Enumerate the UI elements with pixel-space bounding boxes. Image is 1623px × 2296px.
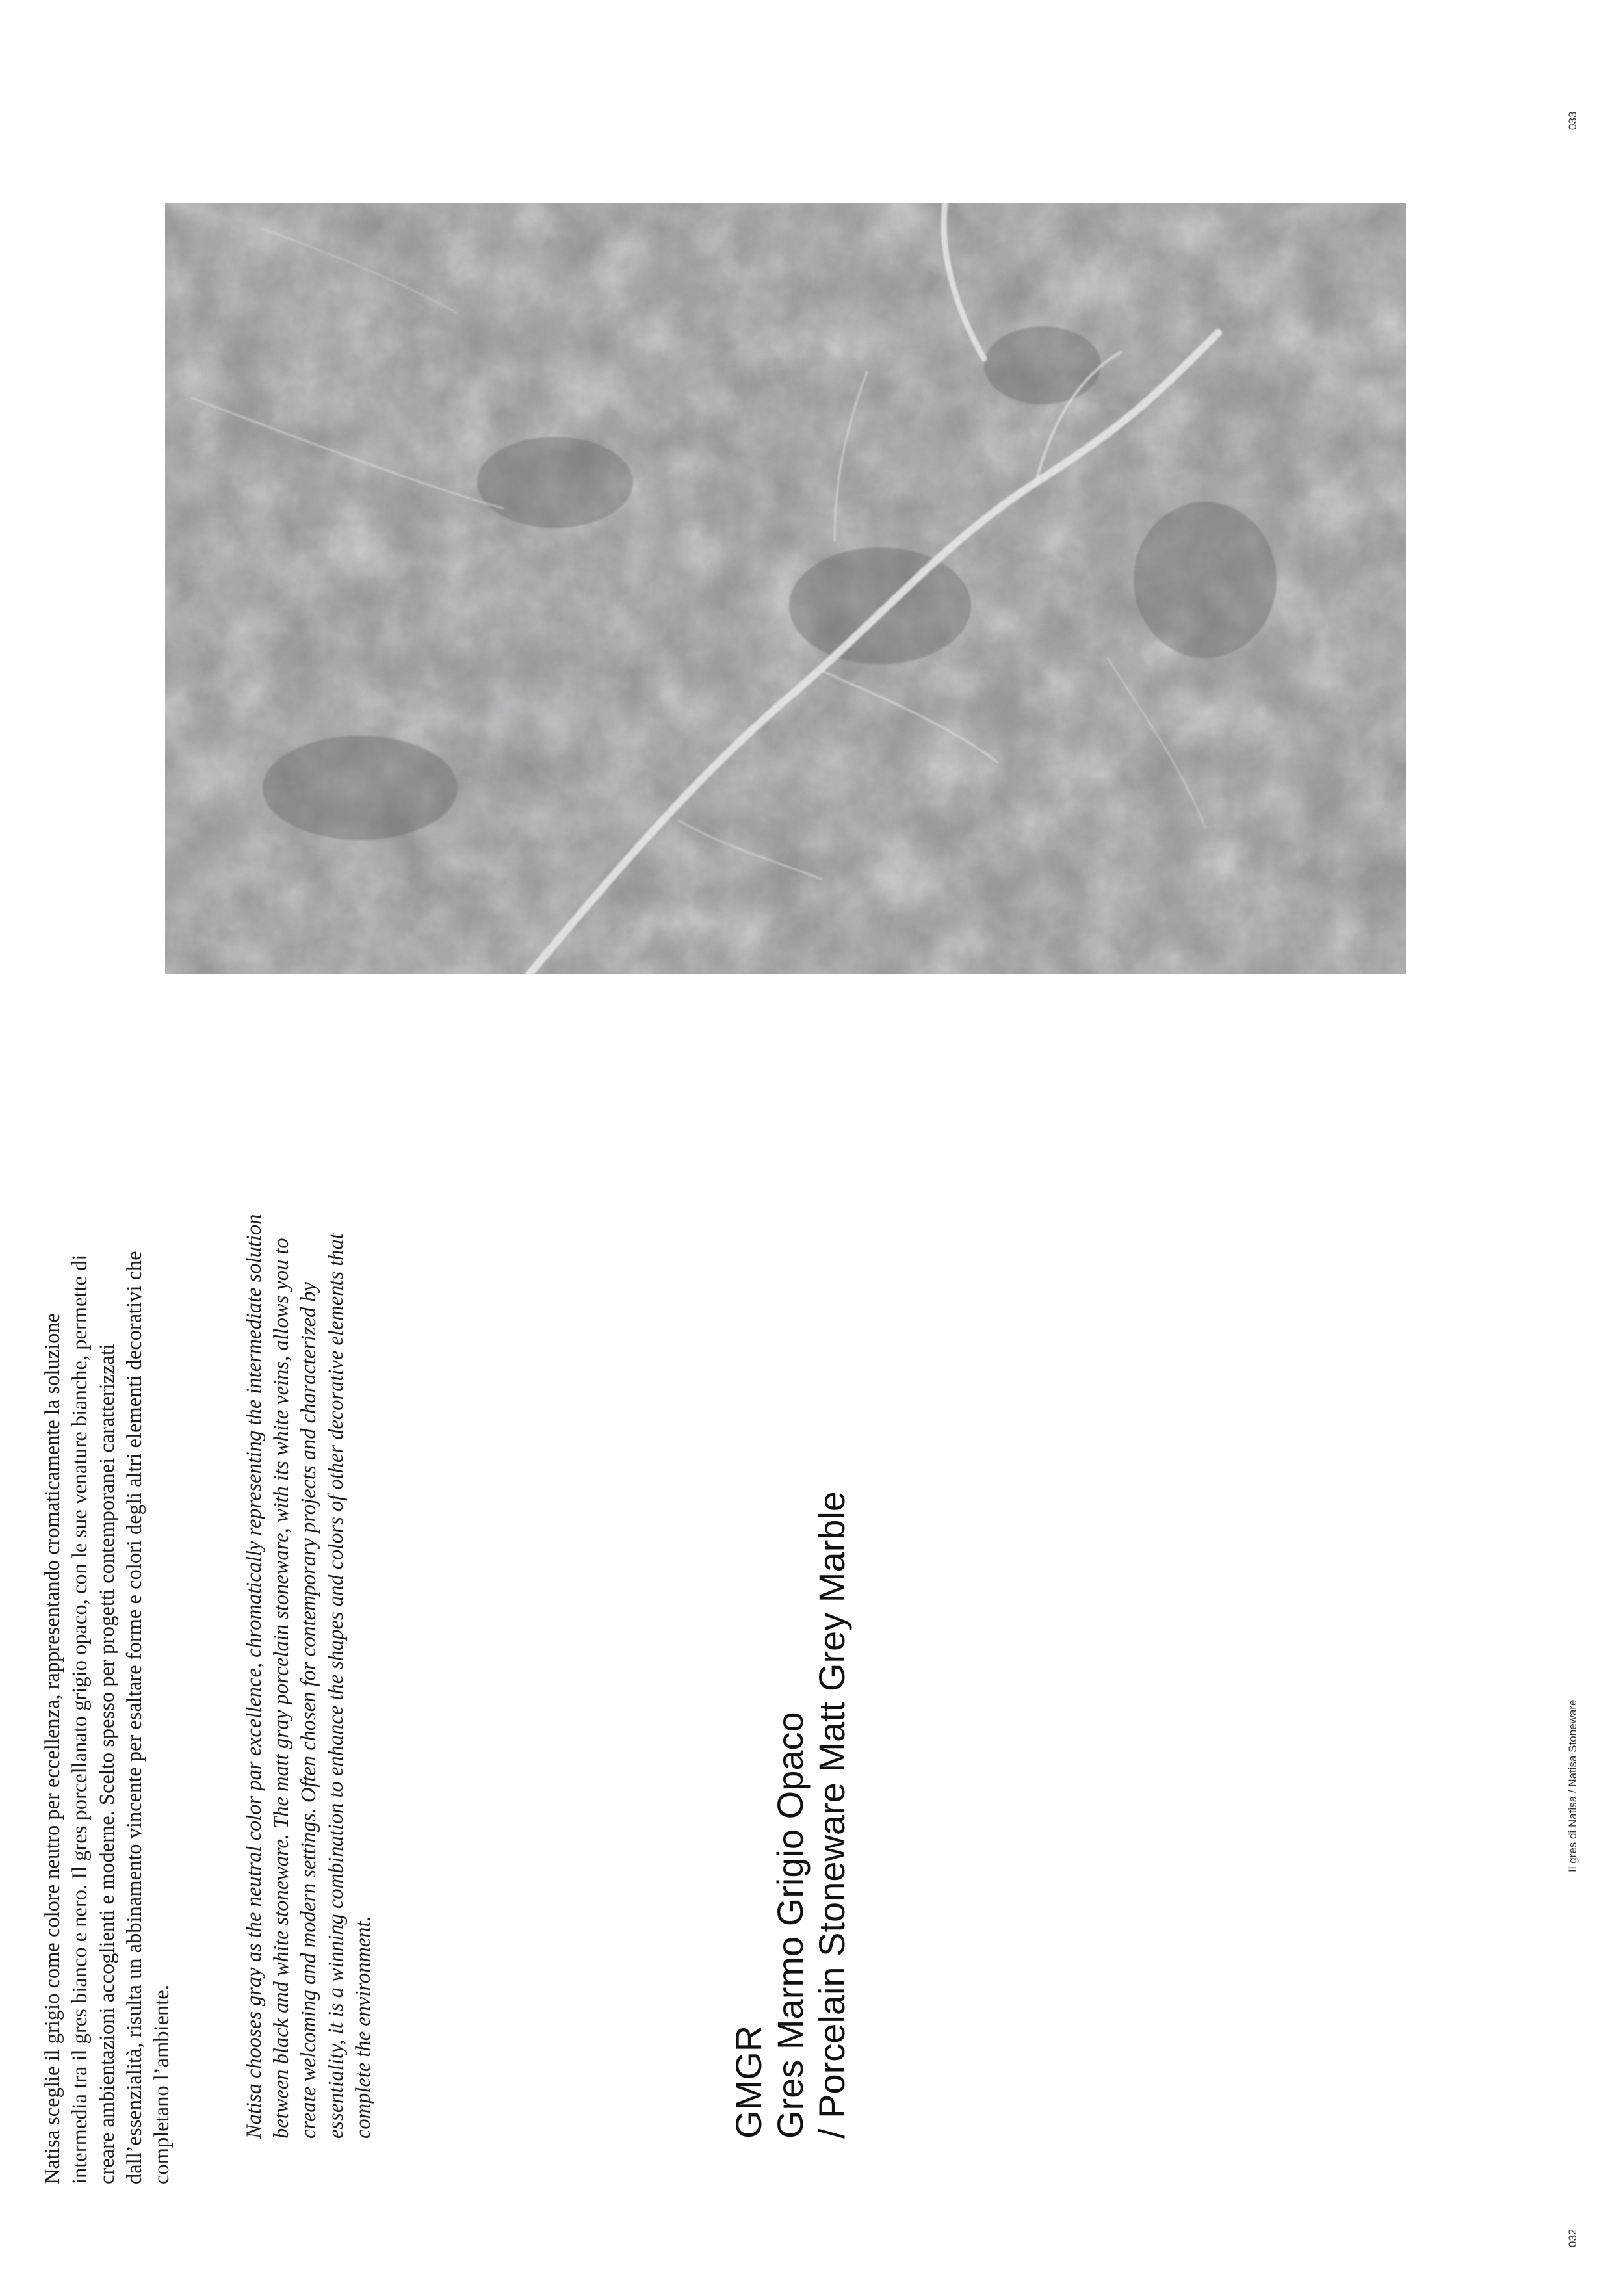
description-italian: Natisa sceglie il grigio come colore neutro per eccellenza, rappresentando cromaticamente la soluzione intermedia tra il gres bianco e nero. Il gres porcellanato grigio opaco, con le sue venature bianche, permette di creare ambientazioni accoglienti e moderne. Scelto spesso per progetti contemporanei caratterizzati dall’essenzialità, risulta un abbinamento vincente per esaltare forme e colori degli altri elementi decorativi che completano l’ambiente.	[41, 1251, 174, 2184]
running-title: Il gres di Natisa / Natisa Stoneware	[1566, 1699, 1579, 1872]
marble-tile-image	[165, 203, 1406, 974]
product-heading	[728, 1359, 853, 2139]
product-name-italian: Gres Marmo Grigio Opaco	[770, 1712, 811, 2139]
page-number-left: 032	[1566, 2228, 1579, 2247]
page-number-right: 033	[1566, 111, 1579, 130]
product-name-english: / Porcelain Stoneware Matt Grey Marble	[811, 1491, 852, 2139]
product-code: GMGR	[728, 2025, 769, 2139]
description-english: Natisa chooses gray as the neutral color par excellence, chromatically representing the intermediate solution between black and white stoneware. The matt gray porcelain stoneware, with its white veins, allows you to create welcoming and modern settings. Often chosen for contemporary projects and characterized by essentiality, it is a winning combination to enhance the shapes and colors of other decorative elements that complete the environment.	[242, 1214, 375, 2139]
